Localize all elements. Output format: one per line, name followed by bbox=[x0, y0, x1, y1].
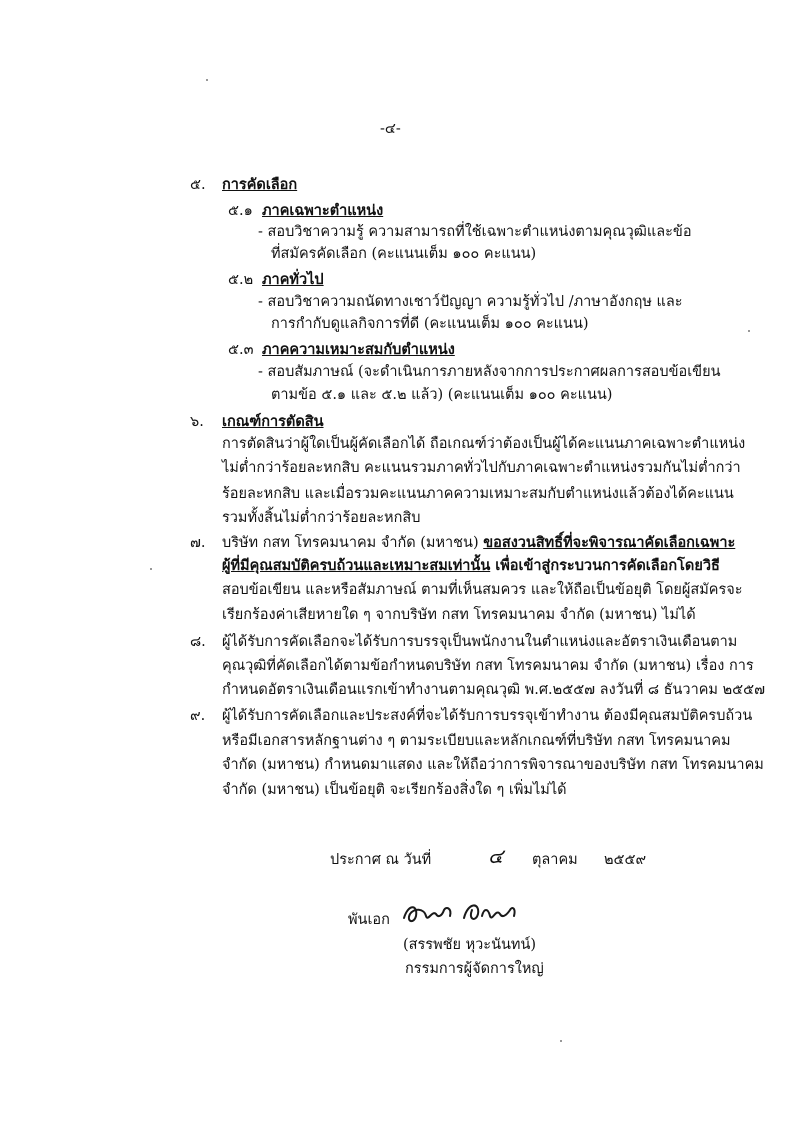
section6-line: ร้อยละหกสิบ และเมื่อรวมคะแนนภาคความเหมาะสมกับตำแหน่งแล้วต้องได้คะแนน bbox=[222, 486, 734, 502]
section9-line: หรือมีเอกสารหลักฐานต่าง ๆ ตามระเบียบและหลักเกณฑ์ที่บริษัท กสท โทรคมนาคม bbox=[222, 733, 731, 749]
section6-title: เกณฑ์การตัดสิน bbox=[222, 413, 324, 430]
section7-line bbox=[222, 533, 735, 553]
section5-2-line: การกำกับดูแลกิจการที่ดี (คะแนนเต็ม ๑๐๐ คะแนน) bbox=[271, 316, 589, 332]
section5-1-title: ภาคเฉพาะตำแหน่ง bbox=[262, 202, 384, 219]
scan-speck bbox=[748, 330, 750, 332]
section7-line: เรียกร้องค่าเสียหายใด ๆ จากบริษัท กสท โทรคมนาคม จำกัด (มหาชน) ไม่ได้ bbox=[222, 607, 696, 623]
section5-2-number: ๕.๒ bbox=[228, 272, 254, 288]
section6-line: รวมทั้งสิ้นไม่ต่ำกว่าร้อยละหกสิบ bbox=[222, 510, 421, 526]
section7-line: สอบข้อเขียน และหรือสัมภาษณ์ ตามที่เห็นสมควร และให้ถือเป็นข้อยุติ โดยผู้สมัครจะ bbox=[222, 582, 743, 598]
section9-number: ๙. bbox=[190, 708, 206, 724]
section7-line1-plain: บริษัท กสท โทรคมนาคม จำกัด (มหาชน) bbox=[222, 535, 484, 551]
section7-line bbox=[222, 556, 720, 576]
section5-3-line: ตามข้อ ๕.๑ และ ๕.๒ แล้ว) (คะแนนเต็ม ๑๐๐ คะแนน) bbox=[271, 387, 613, 403]
section7-line2-plain: เพื่อเข้าสู่กระบวนการคัดเลือกโดยวิธี bbox=[490, 557, 720, 574]
section5-3-line: - สอบสัมภาษณ์ (จะดำเนินการภายหลังจากการประกาศผลการสอบข้อเขียน bbox=[258, 364, 721, 380]
section7-number: ๗. bbox=[190, 535, 206, 551]
announcement-month: ตุลาคม bbox=[532, 852, 578, 868]
section7-line1-emphasis: ขอสงวนสิทธิ์ที่จะพิจารณาคัดเลือกเฉพาะ bbox=[483, 534, 736, 551]
section6-line: การตัดสินว่าผู้ใดเป็นผู้คัดเลือกได้ ถือเกณฑ์ว่าต้องเป็นผู้ได้คะแนนภาคเฉพาะตำแหน่ง bbox=[222, 436, 746, 452]
section5-3-title: ภาคความเหมาะสมกับตำแหน่ง bbox=[262, 341, 455, 358]
announcement-year: ๒๕๕๙ bbox=[604, 852, 647, 868]
section5-1-line: ที่สมัครคัดเลือก (คะแนนเต็ม ๑๐๐ คะแนน) bbox=[271, 246, 537, 262]
section8-line: กำหนดอัตราเงินเดือนแรกเข้าทำงานตามคุณวุฒิ พ.ศ.๒๕๕๗ ลงวันที่ ๘ ธันวาคม ๒๕๕๗ bbox=[222, 682, 765, 698]
section8-line: ผู้ได้รับการคัดเลือกจะได้รับการบรรจุเป็นพนักงานในตำแหน่งและอัตราเงินเดือนตาม bbox=[222, 634, 738, 650]
section5-3-number: ๕.๓ bbox=[228, 342, 254, 358]
signature-image bbox=[398, 896, 538, 932]
scan-speck bbox=[560, 1040, 562, 1042]
page-number: -๔- bbox=[380, 121, 401, 137]
section9-line: จำกัด (มหาชน) เป็นข้อยุติ จะเรียกร้องสิ่งใด ๆ เพิ่มไม่ได้ bbox=[222, 782, 567, 798]
announcement-day: ๔ bbox=[488, 844, 504, 868]
section6-number: ๖. bbox=[190, 414, 204, 430]
section7-line2-emphasis: ผู้ที่มีคุณสมบัติครบถ้วนและเหมาะสมเท่านั้น bbox=[222, 557, 491, 574]
section8-line: คุณวุฒิที่คัดเลือกได้ตามข้อกำหนดบริษัท กสท โทรคมนาคม จำกัด (มหาชน) เรื่อง การ bbox=[222, 658, 754, 674]
announcement-prefix: ประกาศ ณ วันที่ bbox=[330, 852, 432, 868]
signatory-name: (สรรพชัย หุวะนันทน์) bbox=[403, 937, 537, 953]
section9-line: จำกัด (มหาชน) กำหนดมาแสดง และให้ถือว่าการพิจารณาของบริษัท กสท โทรคมนาคม bbox=[222, 757, 764, 773]
section6-line: ไม่ต่ำกว่าร้อยละหกสิบ คะแนนรวมภาคทั่วไปกับภาคเฉพาะตำแหน่งรวมกันไม่ต่ำกว่า bbox=[222, 460, 741, 476]
section5-title: การคัดเลือก bbox=[222, 176, 298, 193]
scan-speck bbox=[206, 79, 208, 81]
section5-2-line: - สอบวิชาความถนัดทางเชาว์ปัญญา ความรู้ทั่วไป /ภาษาอังกฤษ และ bbox=[258, 294, 683, 310]
section5-1-number: ๕.๑ bbox=[228, 203, 253, 219]
signatory-rank: พันเอก bbox=[348, 912, 390, 928]
section5-1-line: - สอบวิชาความรู้ ความสามารถที่ใช้เฉพาะตำแหน่งตามคุณวุฒิและข้อ bbox=[258, 224, 692, 240]
signatory-position: กรรมการผู้จัดการใหญ่ bbox=[405, 961, 544, 977]
section9-line: ผู้ได้รับการคัดเลือกและประสงค์ที่จะได้รับการบรรจุเข้าทำงาน ต้องมีคุณสมบัติครบถ้วน bbox=[222, 708, 753, 724]
scan-speck bbox=[150, 568, 152, 570]
section8-number: ๘. bbox=[190, 634, 206, 650]
section5-2-title: ภาคทั่วไป bbox=[262, 271, 324, 288]
section5-number: ๕. bbox=[190, 177, 206, 193]
